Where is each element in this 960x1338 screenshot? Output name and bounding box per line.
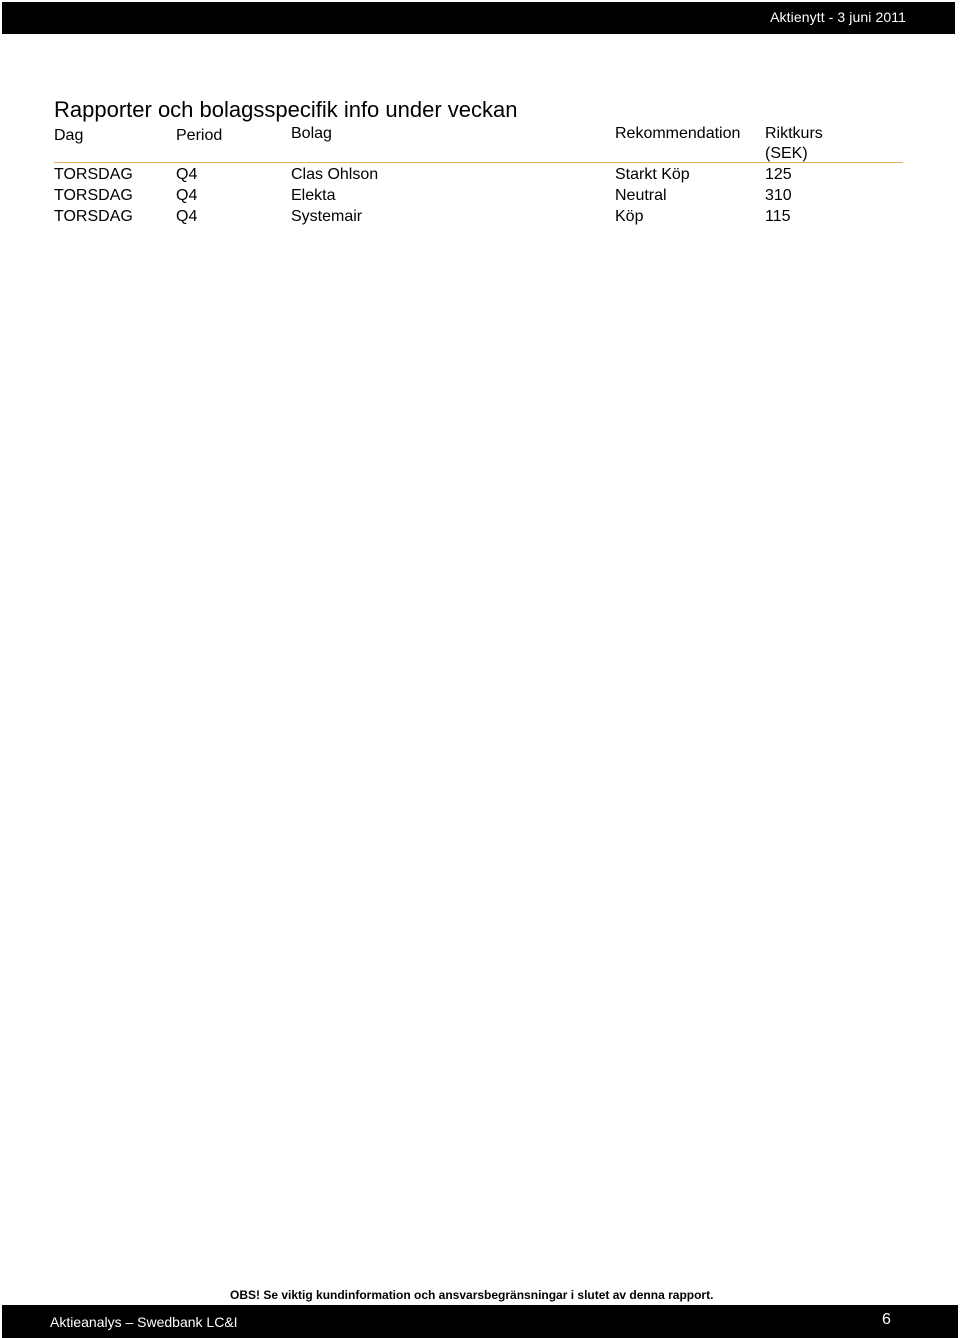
column-header-rekommendation: Rekommendation: [615, 125, 741, 142]
table-row: [0, 207, 960, 228]
column-header-riktkurs: [765, 124, 823, 164]
cell-riktkurs: 115: [765, 208, 791, 225]
cell-period: Q4: [176, 208, 198, 225]
cell-dag: TORSDAG: [54, 166, 133, 183]
column-header-riktkurs-line1: Riktkurs: [765, 125, 823, 142]
cell-dag: TORSDAG: [54, 208, 133, 225]
header-divider: [54, 162, 903, 163]
column-header-riktkurs-line2: (SEK): [765, 145, 808, 162]
column-header-period: Period: [176, 127, 223, 144]
cell-period: Q4: [176, 166, 198, 183]
cell-bolag: Systemair: [291, 208, 363, 225]
table-row: [0, 186, 960, 207]
disclaimer-note: OBS! Se viktig kundinformation och ansvarsbegränsningar i slutet av denna rapport.: [230, 1288, 714, 1302]
table-row: [0, 165, 960, 186]
cell-dag: TORSDAG: [54, 187, 133, 204]
cell-bolag: Elekta: [291, 187, 336, 204]
header-title: Aktienytt - 3 juni 2011: [770, 9, 906, 25]
section-title: Rapporter och bolagsspecifik info under veckan: [54, 97, 518, 122]
page-number: 6: [882, 1311, 891, 1328]
column-header-bolag: Bolag: [291, 125, 332, 142]
cell-bolag: Clas Ohlson: [291, 166, 379, 183]
column-header-dag: Dag: [54, 127, 84, 144]
cell-riktkurs: 310: [765, 187, 792, 204]
cell-riktkurs: 125: [765, 166, 792, 183]
footer-label: Aktieanalys – Swedbank LC&I: [50, 1314, 238, 1330]
cell-rekommendation: Köp: [615, 208, 644, 225]
cell-rekommendation: Neutral: [615, 187, 667, 204]
cell-rekommendation: Starkt Köp: [615, 166, 690, 183]
cell-period: Q4: [176, 187, 198, 204]
